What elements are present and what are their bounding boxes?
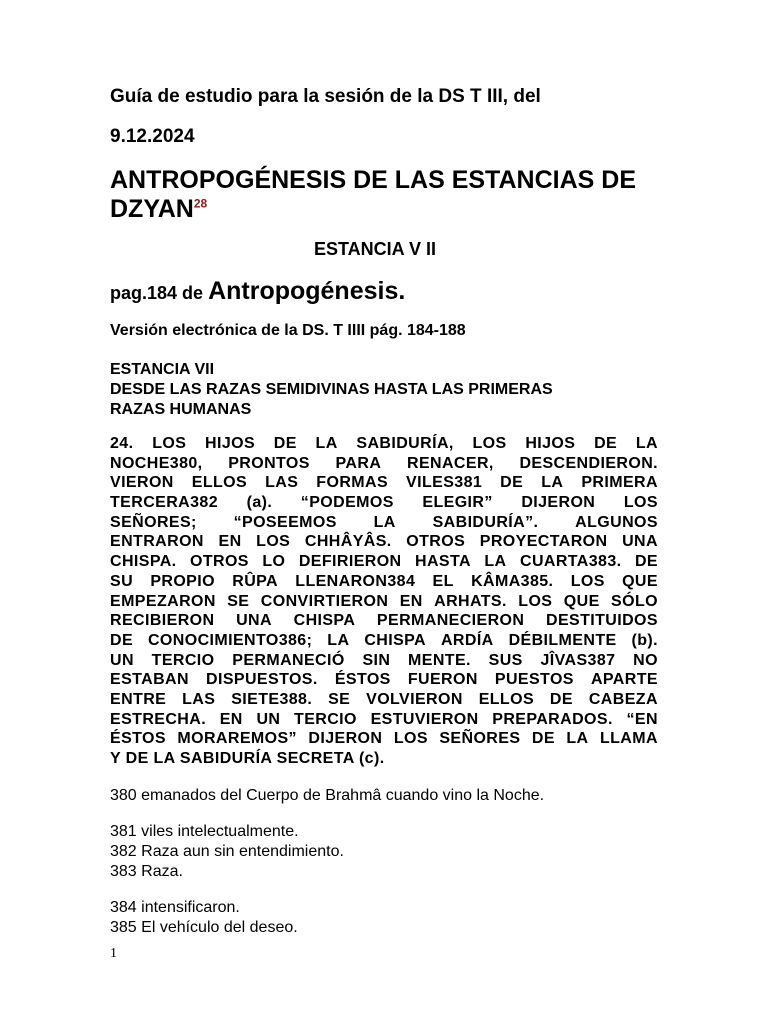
stanza-word: HASTA	[414, 553, 471, 571]
footnote-381: 381 viles intelectualmente.	[110, 823, 299, 840]
stanza-word: SE	[328, 690, 351, 708]
stanza-word: PUESTOS	[494, 671, 574, 689]
stanza-line	[110, 631, 658, 651]
stanza-word: DE	[531, 730, 555, 748]
footnote-385: 385 El vehículo del deseo.	[110, 919, 298, 936]
page-number: 1	[110, 946, 117, 961]
stanza-word: LA	[315, 435, 338, 452]
stanza-word: ESTUVIERON	[370, 710, 479, 728]
stanza-word: UNA	[622, 533, 658, 551]
stanza-word: LOS	[570, 572, 605, 590]
stanza-word: CHISPA	[364, 631, 427, 649]
stanza-word: DE	[549, 690, 573, 708]
stanza-word: LOS	[152, 435, 187, 452]
stanza-word: “POSEEMOS	[233, 513, 337, 531]
section-heading	[110, 360, 658, 420]
stanza-line: Y DE LA SABIDURÍA SECRETA (c).	[110, 750, 385, 767]
stanza-word: RECIBIERON	[110, 612, 215, 630]
stanza-word: LOS	[393, 730, 428, 748]
stanza-word: KÂMA385.	[471, 572, 554, 590]
title-footnote-ref: 28	[193, 196, 208, 211]
stanza-line	[110, 670, 658, 690]
stanza-word: TERCERA382	[110, 494, 219, 512]
stanza-word: LLAMA	[599, 730, 658, 748]
section-heading-line: RAZAS HUMANAS	[110, 401, 252, 418]
stanza-line	[110, 592, 658, 612]
stanza-word: DEFIRIERON	[298, 553, 402, 571]
section-heading-line: ESTANCIA VII	[110, 361, 215, 378]
stanza-word: (a).	[246, 494, 273, 512]
stanza-text	[110, 434, 658, 769]
stanza-word: SEÑORES	[439, 730, 521, 748]
stanza-word: SEÑORES;	[110, 513, 197, 531]
stanza-line	[110, 454, 658, 474]
stanza-line	[110, 552, 658, 572]
stanza-word: ELEGIR”	[422, 494, 493, 512]
stanza-word: DE	[634, 553, 658, 571]
stanza-word: SÓLO	[611, 592, 658, 610]
stanza-word: SU	[110, 572, 134, 590]
stanza-line	[110, 513, 658, 533]
study-guide-heading: Guía de estudio para la sesión de la DS T III, del	[110, 86, 541, 107]
stanza-word: UNA	[236, 612, 272, 630]
stanza-word: OTROS	[406, 533, 466, 551]
stanza-word: SIETE388.	[231, 690, 313, 708]
footnote-382: 382 Raza aun sin entendimiento.	[110, 843, 344, 860]
stanza-line	[110, 532, 658, 552]
stanza-word: ELLOS	[191, 474, 248, 492]
stanza-word: SABIDURÍA,	[356, 435, 454, 452]
stanza-word: DESCENDIERON.	[519, 454, 658, 472]
stanza-word: NO	[633, 651, 658, 669]
stanza-word: LA	[327, 631, 350, 649]
stanza-word: SABIDURÍA”.	[432, 513, 539, 531]
stanza-word: SE	[227, 592, 250, 610]
stanza-word: DIJERON	[521, 494, 596, 512]
stanza-word: FUERON	[407, 671, 478, 689]
stanza-word: TERCIO	[294, 710, 357, 728]
stanza-word: UN	[110, 651, 134, 669]
stanza-word: LA	[635, 435, 658, 452]
stanza-word: CABEZA	[588, 690, 658, 708]
stanza-line	[110, 710, 658, 730]
stanza-word: PARA	[335, 454, 382, 472]
stanza-word: DE	[594, 435, 618, 452]
stanza-word: ENTRE	[110, 690, 167, 708]
stanza-word: CONVIRTIERON	[260, 592, 389, 610]
stanza-word: PROYECTARON	[479, 533, 608, 551]
stanza-line	[110, 434, 658, 454]
stanza-word: DE	[500, 474, 524, 492]
stanza-word: ENTRARON	[110, 533, 204, 551]
stanza-word: PROPIO	[150, 572, 215, 590]
stanza-word: VIERON	[110, 474, 174, 492]
estancia-heading: ESTANCIA V II	[313, 239, 436, 259]
stanza-word: MENTE.	[408, 651, 471, 669]
stanza-word: “EN	[626, 710, 658, 728]
stanza-word: DE	[110, 631, 134, 649]
footnote-383: 383 Raza.	[110, 863, 183, 880]
stanza-word: (b).	[631, 631, 658, 649]
stanza-word: NOCHE380,	[110, 454, 203, 472]
page-reference	[110, 277, 405, 306]
stanza-word: 24.	[110, 435, 134, 452]
stanza-word: LOS	[518, 592, 553, 610]
stanza-word: CHISPA.	[110, 553, 177, 571]
version-note: Versión electrónica de la DS. T IIII pág. 184-188	[110, 322, 466, 339]
stanza-word: LOS	[623, 494, 658, 512]
stanza-word: ALGUNOS	[575, 513, 658, 531]
stanza-word: OTROS	[189, 553, 249, 571]
stanza-word: TERCIO	[151, 651, 215, 669]
page-reference-prefix: pag.184 de	[110, 283, 204, 303]
stanza-line	[110, 473, 658, 493]
stanza-word: DÉBILMENTE	[508, 631, 617, 649]
stanza-word: DESTITUIDOS	[546, 612, 658, 630]
stanza-word: LA	[566, 730, 589, 748]
stanza-word: DISPUESTOS.	[206, 671, 318, 689]
stanza-word: CONOCIMIENTO386;	[147, 631, 313, 649]
stanza-line	[110, 690, 658, 710]
section-heading-line: DESDE LAS RAZAS SEMIDIVINAS HASTA LAS PRIMERAS	[110, 381, 553, 398]
stanza-word: JÎVAS387	[540, 651, 616, 669]
footnote-384: 384 intensificaron.	[110, 899, 240, 916]
stanza-word: ESTABAN	[110, 671, 189, 689]
stanza-word: DIJERON	[308, 730, 383, 748]
stanza-word: ELLOS	[478, 690, 535, 708]
stanza-word: LLENARON384	[295, 572, 416, 590]
stanza-line	[110, 651, 658, 671]
stanza-word: HIJOS	[205, 435, 256, 452]
stanza-word: EMPEZARON	[110, 592, 216, 610]
stanza-line	[110, 611, 658, 631]
stanza-word: ARHATS.	[434, 592, 507, 610]
stanza-word: ÉSTOS	[110, 730, 166, 748]
document-title	[110, 166, 658, 224]
stanza-word: VILES381	[406, 474, 483, 492]
stanza-word: LA	[541, 474, 564, 492]
stanza-word: RENACER,	[406, 454, 494, 472]
session-date: 9.12.2024	[110, 126, 195, 147]
stanza-word: LA	[373, 513, 396, 531]
stanza-word: EN	[218, 533, 242, 551]
stanza-word: VOLVIERON	[366, 690, 463, 708]
stanza-word: RÛPA	[232, 572, 278, 590]
stanza-word: MORAREMOS”	[177, 730, 297, 748]
stanza-word: ARDÍA	[440, 631, 494, 649]
stanza-word: LOS	[256, 533, 291, 551]
stanza-word: LAS	[182, 690, 216, 708]
stanza-word: APARTE	[590, 671, 658, 689]
stanza-word: SIN	[362, 651, 391, 669]
stanza-word: PRIMERA	[581, 474, 658, 492]
stanza-word: LA	[484, 553, 507, 571]
stanza-word: SUS	[488, 651, 523, 669]
stanza-word: PERMANECIERON	[376, 612, 525, 630]
stanza-word: PERMANECIÓ	[232, 651, 345, 669]
footnote-380: 380 emanados del Cuerpo de Brahmâ cuando vino la Noche.	[110, 787, 545, 804]
stanza-word: QUE	[622, 572, 658, 590]
stanza-word: QUE	[563, 592, 600, 610]
title-text: ANTROPOGÉNESIS DE LAS ESTANCIAS DE DZYAN	[110, 166, 636, 223]
stanza-line	[110, 572, 658, 592]
stanza-line	[110, 729, 658, 749]
stanza-word: EN	[219, 710, 243, 728]
stanza-word: ESTRECHA.	[110, 710, 207, 728]
stanza-word: CHHÂYÂS.	[304, 533, 392, 551]
stanza-word: HIJOS	[525, 435, 576, 452]
stanza-word: LO	[262, 553, 286, 571]
stanza-word: CUARTA383.	[519, 553, 622, 571]
stanza-word: PREPARADOS.	[492, 710, 613, 728]
stanza-word: LAS	[265, 474, 299, 492]
stanza-word: FORMAS	[316, 474, 389, 492]
stanza-word: UN	[256, 710, 281, 728]
stanza-word: EL	[432, 572, 454, 590]
stanza-word: CHISPA	[293, 612, 356, 630]
stanza-word: DE	[273, 435, 297, 452]
stanza-word: “PODEMOS	[300, 494, 394, 512]
stanza-word: PRONTOS	[228, 454, 310, 472]
stanza-line	[110, 493, 658, 513]
book-title: Antropogénesis.	[208, 277, 406, 305]
stanza-word: EN	[399, 592, 423, 610]
stanza-word: LOS	[472, 435, 507, 452]
stanza-word: ÉSTOS	[334, 671, 391, 689]
